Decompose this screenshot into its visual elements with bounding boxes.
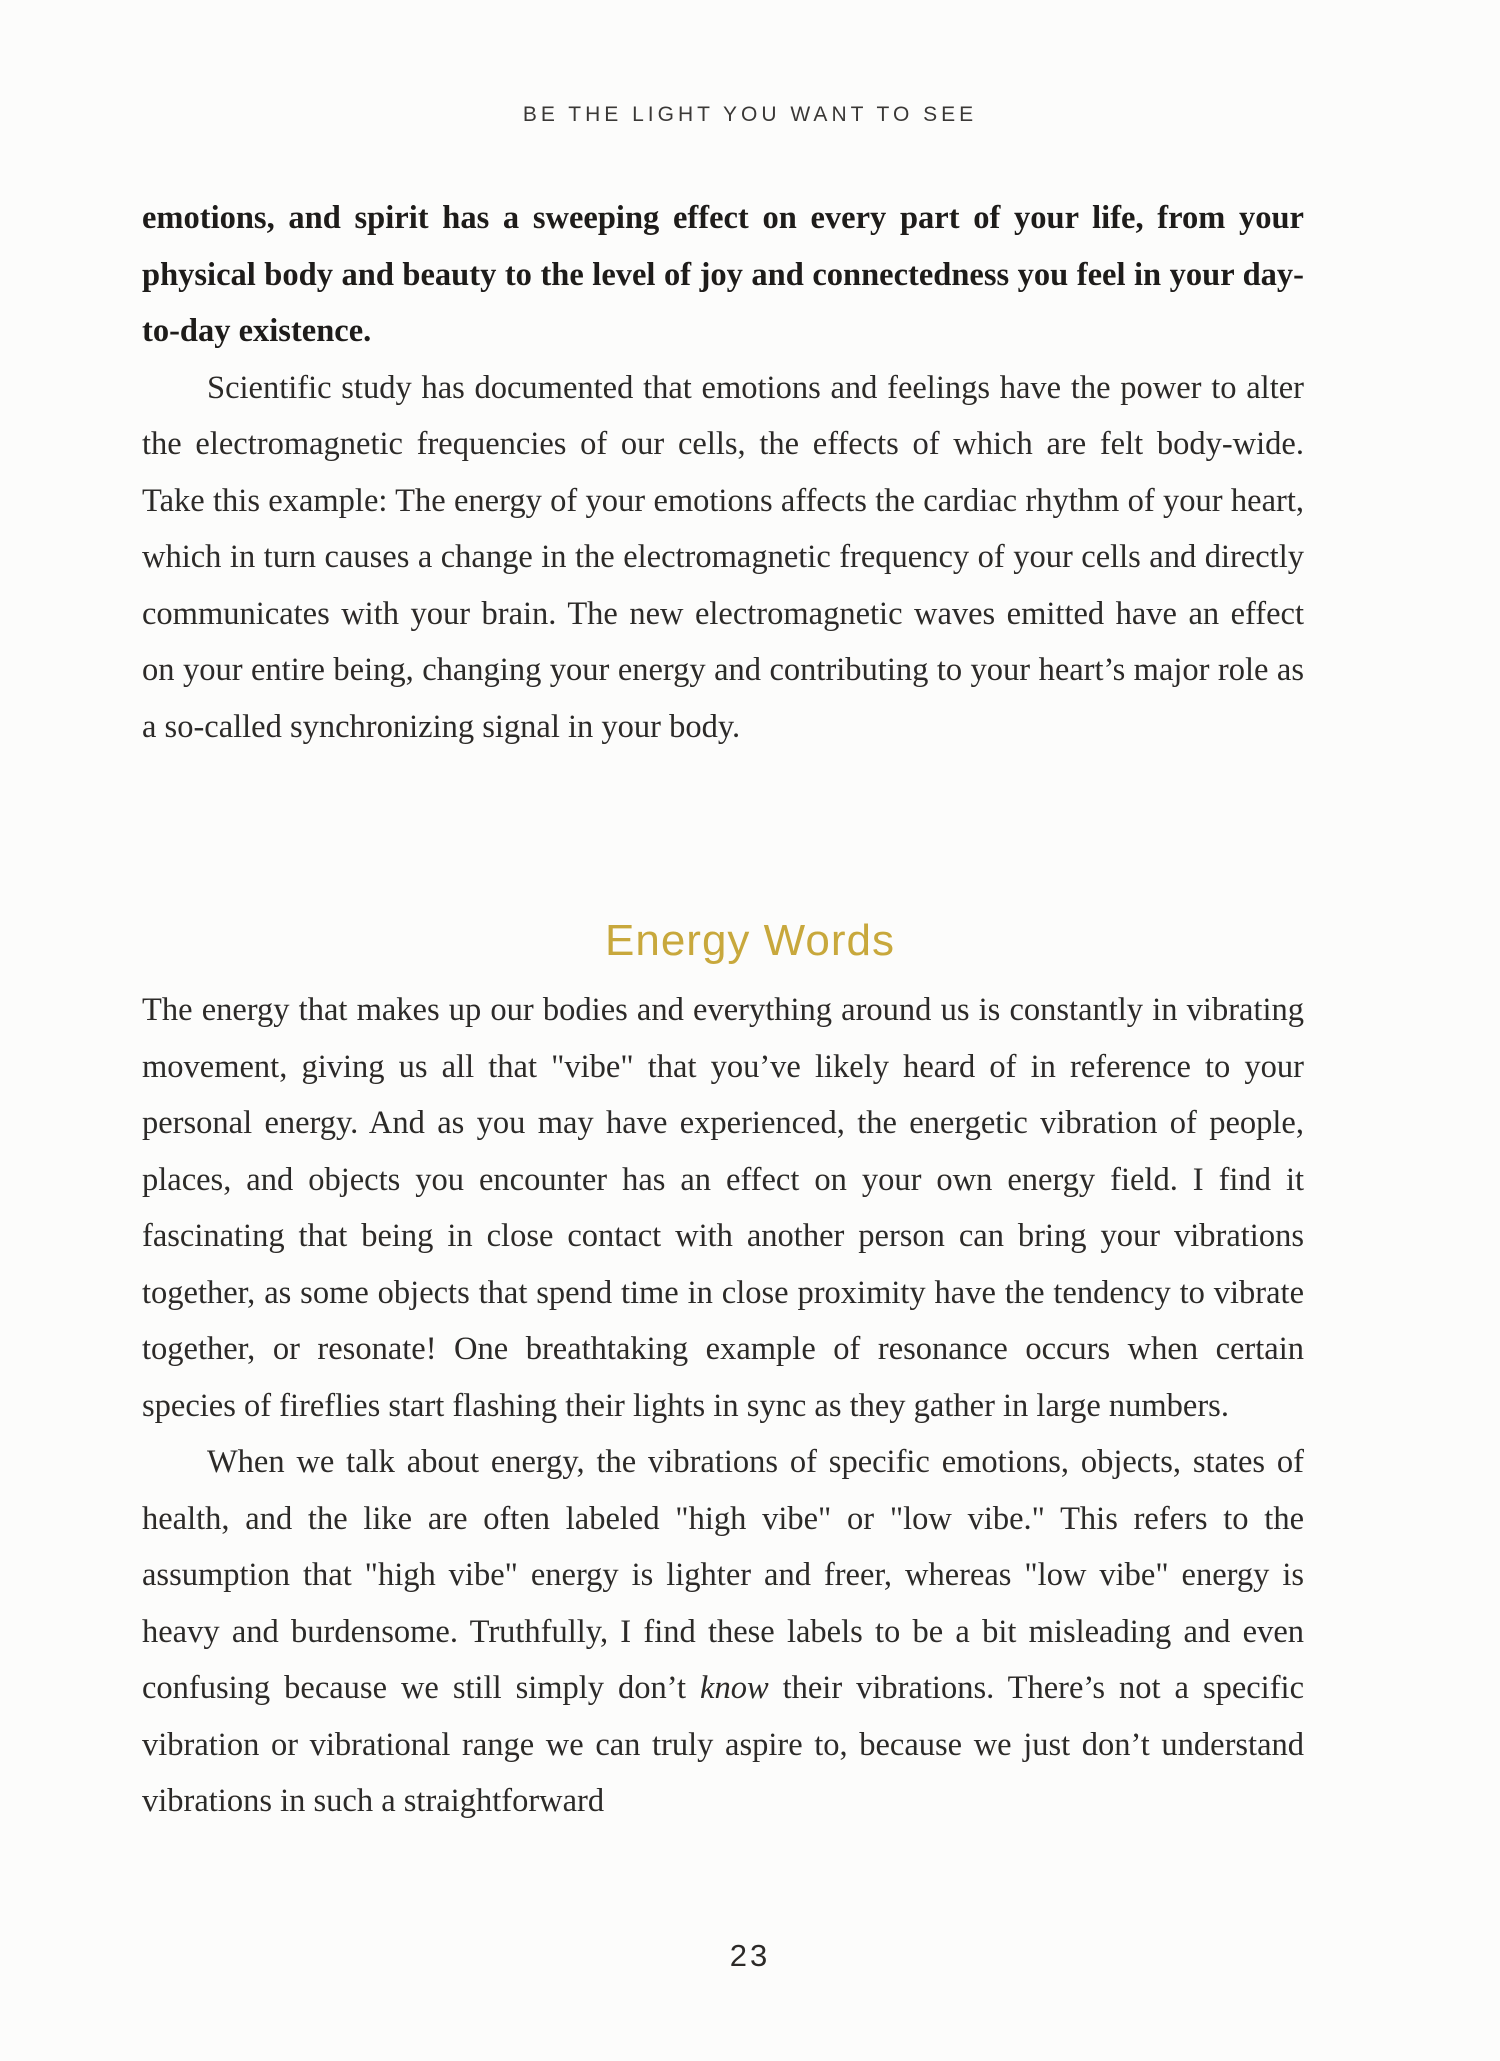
body-text-section: [142, 982, 1304, 1830]
page-number: 23: [729, 1938, 771, 1973]
paragraph-text-before: When we talk about energy, the vibrations of specific emotions, objects, states of health, and the like are often labeled "high vibe" or "low vibe." This refers to the assumption that "high vibe" energy is lighter and freer, whereas "low vibe" energy is heavy and burdensome. Truthfully, I find these labels to be a bit misleading and even confusing because we still simply don’t: [142, 1444, 1304, 1706]
paragraph-energy-vibration: The energy that makes up our bodies and everything around us is constantly in vibrating movement, giving us all that "vibe" that you’ve likely heard of in reference to your personal energy. And as you may have experienced, the energetic vibration of people, places, and objects you encounter has an effect on your own energy field. I find it fascinating that being in close contact with another person can bring your vibrations together, as some objects that spend time in close proximity have the tendency to vibrate together, or resonate! One breathtaking example of resonance occurs when certain species of fireflies start flashing their lights in sync as they gather in large numbers.: [142, 992, 1304, 1424]
section-heading: Energy Words: [605, 916, 895, 965]
body-text-top: [142, 190, 1304, 755]
emphasis-word: know: [700, 1670, 769, 1706]
paragraph-high-low-vibe: [142, 1434, 1304, 1830]
paragraph-scientific-study: Scientific study has documented that emotions and feelings have the power to alter the electromagnetic frequencies of our cells, the effects of which are felt body-wide. Take this example: The energy of your emotions affects the cardiac rhythm of your heart, which in turn causes a change in the electromagnetic frequency of your cells and directly communicates with your brain. The new electromagnetic waves emitted have an effect on your entire being, changing your energy and contributing to your heart’s major role as a so-called synchronizing signal in your body.: [142, 369, 1304, 745]
running-head: BE THE LIGHT YOU WANT TO SEE: [522, 103, 978, 126]
paragraph-continued-bold: emotions, and spirit has a sweeping effect on every part of your life, from your physical body and beauty to the level of joy and connectedness you feel in your day-to-day existence.: [142, 200, 1304, 349]
paragraph-text-after: their vibrations. There’s not a specific vibration or vibrational range we can truly aspire to, because we just don’t understand vibrations in such a straightforward: [142, 1670, 1304, 1819]
